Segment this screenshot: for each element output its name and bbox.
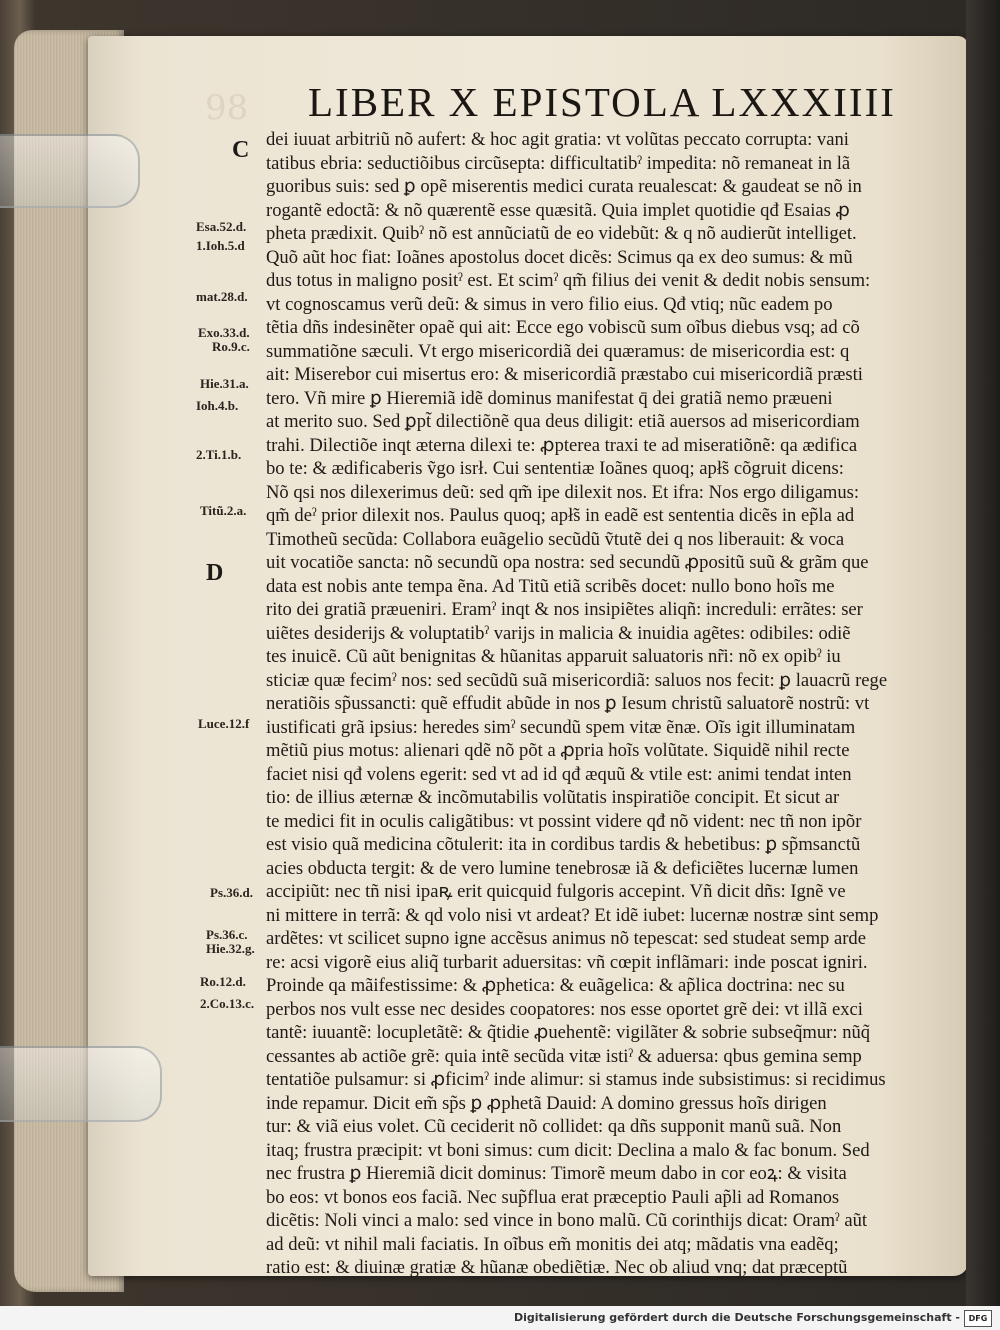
text-line: cessantes ab actiõe grẽ: quia intẽ secũda vitæ istiˀ & aduersa: qbus gemina semp [266, 1045, 862, 1067]
margin-note: Hie.32.g. [206, 941, 255, 956]
dfg-logo: DFG [964, 1310, 992, 1327]
text-line: accipiũt: nec tñ nisi ipaꝶ erit quicquid fulgoris accepint. Vñ dicit dñs: Ignẽ ve [266, 881, 846, 902]
facing-page-shadow [966, 0, 1000, 1306]
text-line: neratiõis sp̃ussancti: quẽ effudit abũde in nos ꝑ Iesum christũ saluatorẽ nostrũ: vt [266, 693, 870, 714]
text-line: ad deũ: vt nihil mali faciatis. In oĩbus em̃ monitis dei atq; mãdatis vna eadẽq; [266, 1233, 839, 1255]
text-line: qm̃ deˀ prior dilexit nos. Paulus quoq; apł̃s in eadẽ est sententia dicẽs in ep̃la ad [266, 505, 855, 526]
margin-note: 1.Ioh.5.d [196, 238, 245, 253]
margin-note: Ro.12.d. [200, 974, 246, 989]
text-line: trahi. Dilectiõe inqt æterna dilexi te: ꝓpterea traxi te ad miseratiõnẽ: qa ædifica [266, 434, 858, 456]
text-line: iustificati grã ipsius: heredes simˀ secundũ spem vitæ ẽnæ. Oĩs igit illuminatam [266, 716, 856, 738]
margin-note: Ioh.4.b. [196, 398, 239, 413]
text-line: bo te: & ædificaberis ṽgo isrł. Cui sententiæ Ioãnes quoq; apł̃s cõgruit dicens: [266, 458, 844, 479]
body-text [266, 128, 914, 1280]
text-line: pheta prædixit. Quibˀ nõ est annũciatũ de eo videbũt: & q nõ audierũt intelliget. [266, 223, 857, 244]
text-line: Timotheũ secũda: Collabora euãgelio secũdũ ṽtutẽ dei q nos liberauit: & voca [266, 528, 845, 550]
text-line: uit vocatiõe sancta: nõ secundũ opa nostra: sed secundũ ꝓpositũ suũ & grãm que [266, 552, 869, 573]
margin-note: Esa.52.d. [196, 219, 247, 234]
text-line: tur: & viã eius volet. Cũ ceciderit nõ collidet: qa dñs supponit manũ suã. Non [266, 1116, 842, 1137]
margin-note: Titũ.2.a. [200, 503, 247, 518]
text-line: Quõ aũt hoc fiat: Ioãnes apostolus docet dicẽs: Scimus qa ex deo sumus: & mũ [266, 246, 853, 268]
text-line: rogantẽ edoctã: & nõ quærentẽ esse quæsitã. Quia implet quotidie qđ Esaias ꝓ [266, 199, 850, 221]
text-line: tatibus ebria: seductiõibus circũsepta: difficultatibˀ impedita: nõ remaneat in lã [266, 152, 851, 174]
text-line: acies obducta tergit: & de vero lumine tenebrosæ iã & deficiẽtes lucernæ lumen [266, 857, 859, 879]
initial-letter: C [232, 137, 250, 163]
text-line: re: acsi vigorẽ eius aliq̃ turbarit aduersitas: vñ cœpit inflãmari: inde poscat igniri. [266, 951, 868, 973]
margin-note: Ro.9.c. [212, 339, 250, 354]
text-line: inde repamur. Dicit em̃ sp̃s ꝑ ꝓphetã Dauid: A domino gressus hoĩs dirigen [266, 1092, 827, 1114]
text-line: data est nobis ante tempa ẽna. Ad Titũ etiã scribẽs docet: nullo bono hoĩs me [266, 575, 835, 597]
text-line: dei iuuat arbitriũ nõ aufert: & hoc agit gratia: vt volũtas peccato corrupta: vani [266, 129, 849, 150]
page-clip-bottom [0, 1046, 162, 1122]
text-line: rito dei gratiã præueniri. Eramˀ inqt & nos insipiẽtes aliqñ: increduli: errãtes: ser [266, 599, 863, 620]
text-line: nec frustra ꝑ Hieremiã dicit dominus: Timorẽ meum dabo in cor eoꝝ: & visita [266, 1163, 847, 1184]
bleed-through: 98 [205, 88, 249, 128]
text-line: ardẽtes: vt scilicet supno igne accẽsus animus nõ tepescat: sed studeat semp arde [266, 928, 866, 949]
text-line: mẽtiũ pius motus: alienari qdẽ nõ põt a ꝓpria hoĩs volũtate. Siquidẽ nihil recte [266, 740, 850, 761]
text-line: summatiõne sæculi. Vt ergo misericordiã dei quæramus: de misericordia est: q [266, 340, 850, 362]
text-line: est visio quã medicina cõtulerit: ita in cordibus tardis & hebetibus: ꝑ sp̃msanctũ [266, 834, 861, 855]
text-line: Nõ qsi nos dilexerimus deũ: sed qm̃ ipe dilexit nos. Et ifra: Nos ergo diligamus: [266, 481, 860, 503]
margin-note: Ps.36.c. [206, 927, 248, 942]
text-line: tẽtia dñs indesinẽter opaẽ qui ait: Ecce ego vobiscũ sum oĩbus diebus vsq; ad cõ [266, 317, 860, 338]
margin-note: 2.Co.13.c. [200, 996, 255, 1011]
text-line: te medici fit in oculis caligãtibus: vt possint videre qđ nõ vident: nec tñ non ipõr [266, 810, 862, 832]
text-line: tantẽ: iuuantẽ: locupletãtẽ: & q̃tidie ꝓuehentẽ: vigilãter & sobrie subseq̃mur: nũq̃ [266, 1022, 871, 1043]
margin-note: Exo.33.d. [198, 325, 250, 340]
margin-note: 2.Ti.1.b. [196, 447, 242, 462]
text-line: sticiæ quæ fecimˀ nos: sed secũdũ suã misericordiã: saluos nos fecit: ꝑ lauacrũ rege [266, 669, 888, 691]
margin-note: Ps.36.d. [210, 885, 253, 900]
text-line: faciet nisi qđ volens egerit: sed vt ad id qđ æquũ & vtile est: animi tendat inten [266, 763, 852, 785]
page-clip-top [0, 134, 140, 208]
footer-credit: Digitalisierung gefördert durch die Deutsche Forschungsgemeinschaft - [513, 1311, 960, 1324]
text-line: vt cognoscamus verũ deũ: & simus in vero filio eius. Qđ vtiq; nũc eadem po [266, 293, 833, 315]
text-line: guoribus suis: sed ꝑ opẽ miserentis medici curata reualescat: & gaudeat se nõ in [266, 176, 862, 197]
text-line: tero. Vñ mire ꝑ Hieremiã idẽ dominus manifestat q̄ dei gratiã nemo præueni [266, 387, 833, 409]
running-title: LIBER X EPISTOLA LXXXIIII [308, 79, 896, 125]
margin-note: Luce.12.f [198, 716, 250, 731]
text-line: bo eos: vt bonos eos faciã. Nec sup̃flua erat præceptio Pauli ap̃li ad Romanos [266, 1186, 840, 1208]
text-line: ni mittere in terrã: & qd volo nisi vt ardeat? Et idẽ iubet: lucernæ nostræ sint semp [266, 904, 879, 926]
initial-letter: D [206, 560, 224, 586]
text-line: at merito suo. Sed ꝑpt̃ dilectiõnẽ qua deus diligit: etiã auersos ad misericordiam [266, 411, 860, 432]
text-line: tio: de illius æternæ & incõmutabilis volũtatis inspiratiõe concipit. Et sicut ar [266, 787, 840, 808]
text-line: itaq; frustra præcipit: vt boni simus: cum dicit: Declina a malo & fac bonum. Sed [266, 1139, 870, 1161]
text-line: tentatiõe pulsamur: si ꝓficimˀ inde alimur: si stamus inde subsistimus: si recidimus [266, 1069, 886, 1090]
text-line: dus totus in maligno positˀ est. Et scimˀ qm̃ filius dei venit & dedit nobis sensum: [266, 270, 871, 291]
footer-bar [0, 1306, 1000, 1330]
text-line: ait: Miserebor cui misertus ero: & misericordiã præstabo cui misericordiã præsti [266, 364, 863, 385]
text-line: uiẽtes desiderijs & voluptatibˀ varijs in malicia & inuidia agẽtes: odibiles: odiẽ [266, 622, 851, 644]
text-line: dicẽtis: Noli vinci a malo: sed vince in bono malũ. Cũ corinthijs dicat: Oramˀ aũt [266, 1210, 868, 1231]
text-line: ratio est: & diuinæ gratiæ & hũanæ obediẽtiæ. Nec ob aliud vnq; dat præceptũ [266, 1257, 848, 1278]
text-line: Proinde qa mãifestissime: & ꝓphetica: & euãgelica: & ap̃lica doctrina: nec su [266, 975, 845, 996]
text-line: perbos nos vult esse nec desides coopatores: nos esse oportet grẽ dei: vt illã exci [266, 998, 863, 1020]
margin-note: mat.28.d. [196, 289, 248, 304]
text-line: tes inuicẽ. Cũ aũt benignitas & hũanitas apparuit saluatoris nr̃i: nõ ex opibˀ iu [266, 646, 841, 667]
margin-note: Hie.31.a. [200, 376, 249, 391]
